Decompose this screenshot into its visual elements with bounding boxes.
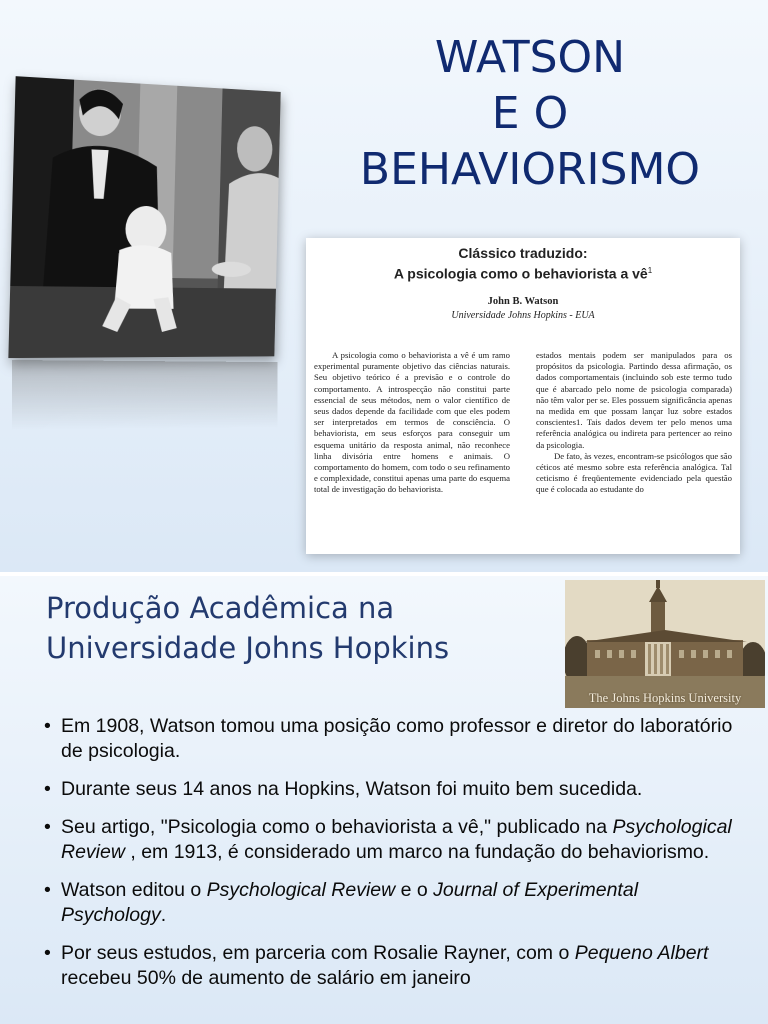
title-line-2: Universidade Johns Hopkins [46,631,450,665]
title-line-3: BEHAVIORISMO [359,144,701,195]
article-institution: Universidade Johns Hopkins - EUA [451,310,595,321]
article-column-right [536,350,732,550]
slide-producao-academica [0,576,768,1024]
bullet-item: • Watson editou o Psychological Review e o Journal of Experimental Psychology. [44,878,734,928]
title-line-1: Produção Acadêmica na [46,591,395,625]
title-line-2: E O [491,88,569,139]
little-albert-photo [8,76,280,358]
university-building-image [565,580,765,708]
slide-title [46,588,546,668]
photo-reflection [12,360,278,430]
article-paragraph: De fato, às vezes, encontram-se psicólogos que são céticos até mesmo sobre esta referência analógica. Tal ceticismo é freqüentemente evidenciado pela questão que é colocada ao estudante do [536,450,732,495]
article-heading [306,244,740,283]
photo-caption: The Johns Hopkins University [588,691,742,705]
bullet-item: • Durante seus 14 anos na Hopkins, Watson foi muito bem sucedida. [44,777,734,802]
article-column-left [314,350,510,550]
article-excerpt [306,238,740,554]
johns-hopkins-photo [565,580,765,708]
article-heading-line-2: A psicologia como o behaviorista a $vê^1$ [393,265,653,282]
bullet-list [44,714,734,1004]
article-heading-line-1: Clássico traduzido: [458,245,588,261]
bullet-item: • Por seus estudos, em parceria com Rosalie Rayner, com o Pequeno Albert recebeu 50% de aumento de salário em janeiro [44,941,734,991]
article-paragraph: estados mentais podem ser manipulados para os propósitos da psicologia. Partindo dessa afirmação, os dados comportamentais (incluindo sob este termo tudo que é abarcado pelo nome de psicologia comparada) não têm valor per se. Eles possuem significância apenas na medida em que possam lançar luz sobre estados conscientes1. Tais dados devem ter pelo menos uma referência analógica ou indireta para pertencer ao reino da psicologia. [536,350,732,450]
bullet-item: • Seu artigo, "Psicologia como o behaviorista a vê," publicado na Psychological Review , em 1913, é considerado um marco na fundação do behaviorismo. [44,815,734,865]
bullet-item: • Em 1908, Watson tomou uma posição como professor e diretor do laboratório de psicologia. [44,714,734,764]
article-paragraph: A psicologia como o behaviorista a vê é um ramo experimental puramente objetivo das ciências naturais. Seu objetivo teórico é a previsão e o controle do comportamento. A introspecção não constitui parte essencial de seus métodos, nem o valor científico de seus dados depende da facilidade com que eles podem ser interpretados em termos de consciência. O behaviorista, em seus esforços para conseguir um esquema unitário da resposta animal, não reconhece linha divisória entre homens e animais. O comportamento do homem, com todo o seu refinamento e complexidade, constitui apenas uma parte do esquema total de investigação do behaviorista. [314,350,510,495]
article-author: John B. Watson [487,296,559,307]
title-line-1: WATSON [434,32,626,83]
slide-title [330,30,730,198]
